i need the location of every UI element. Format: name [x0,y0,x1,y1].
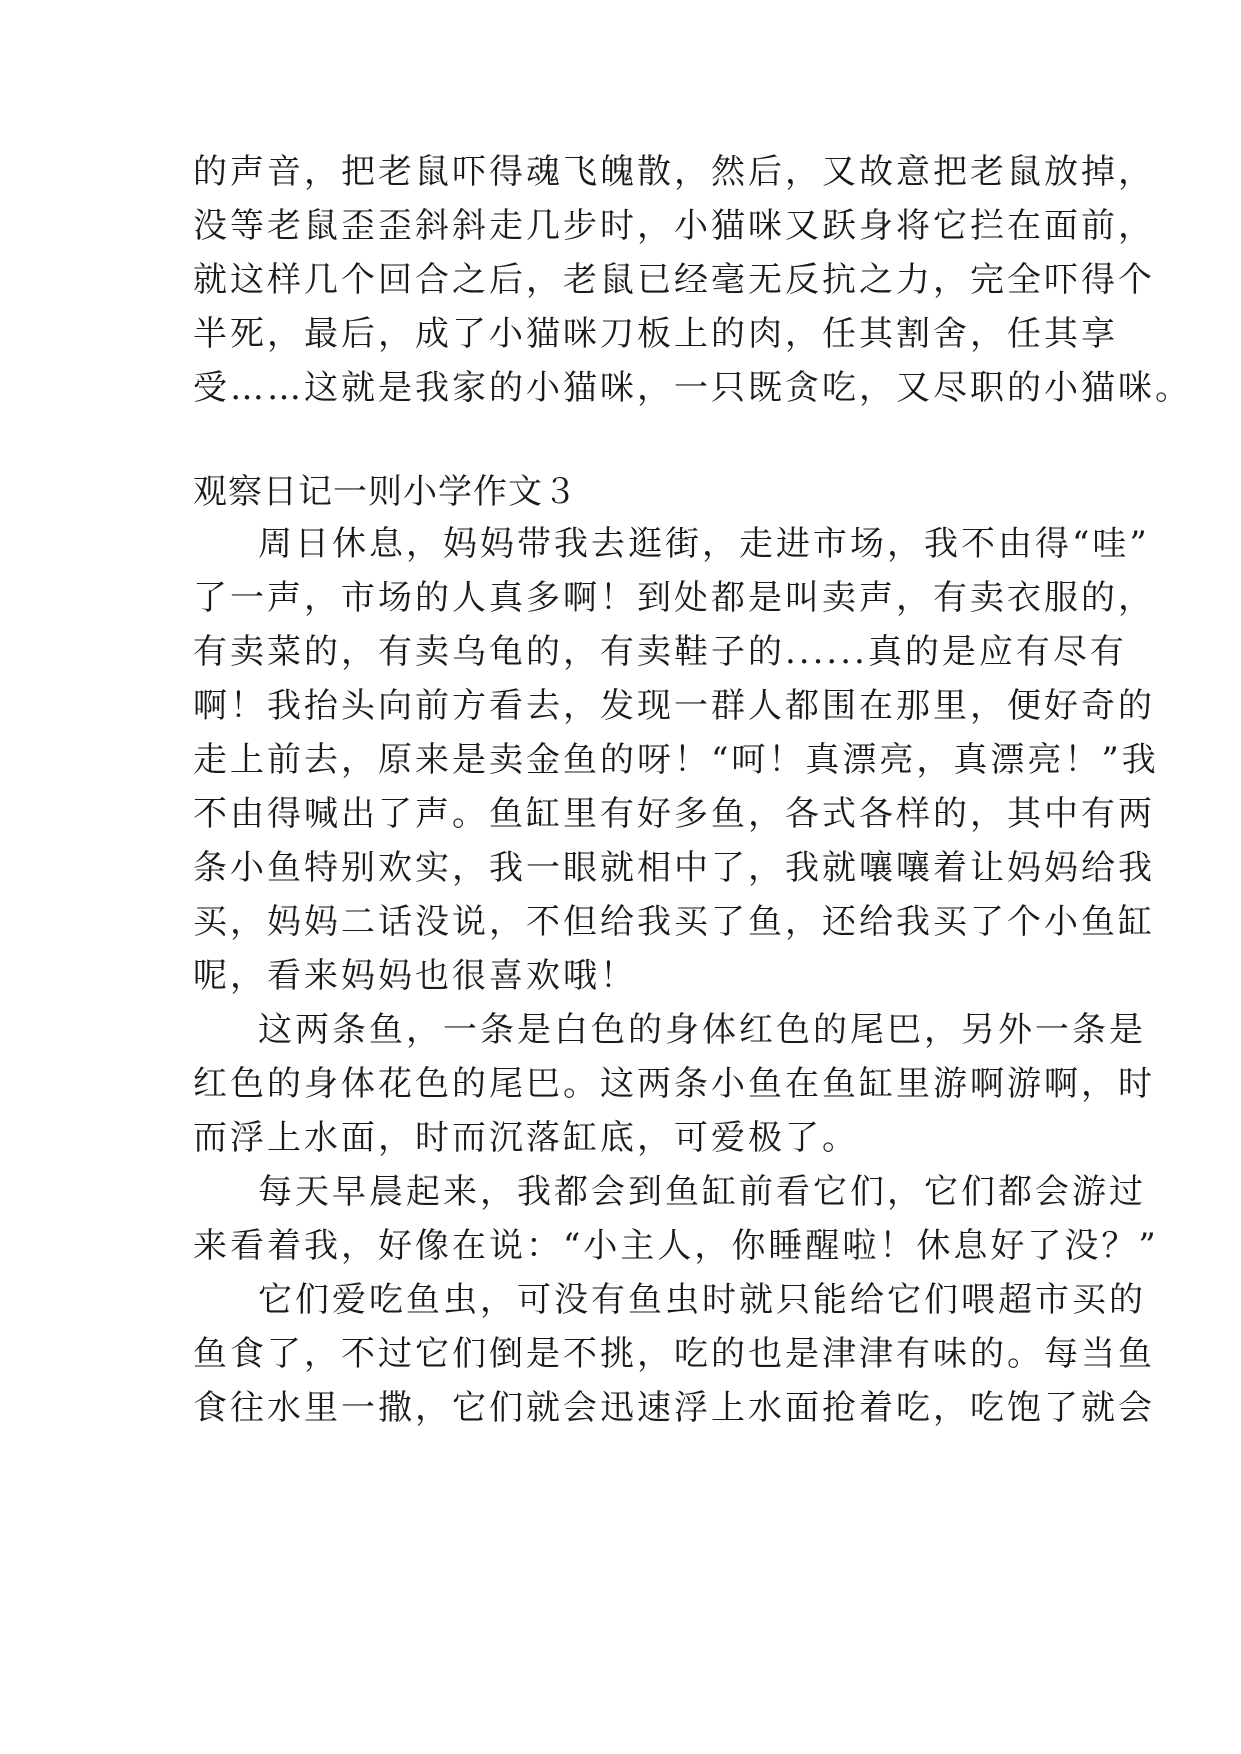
text-line: 来看着我，好像在说：“小主人，你睡醒啦！休息好了没？” [193,1226,1159,1266]
text-line: 食往水里一撒，它们就会迅速浮上水面抢着吃，吃饱了就会 [193,1388,1155,1428]
text-line: 而浮上水面，时而沉落缸底，可爱极了。 [193,1118,859,1158]
text-line: 了一声，市场的人真多啊！到处都是叫卖声，有卖衣服的， [193,578,1155,618]
text-line: 买，妈妈二话没说，不但给我买了鱼，还给我买了个小鱼缸 [193,902,1155,942]
text-line: 周日休息，妈妈带我去逛街，走进市场，我不由得“哇” [258,524,1150,564]
text-line: 有卖菜的，有卖乌龟的，有卖鞋子的......真的是应有尽有 [193,632,1127,672]
text-line: 条小鱼特别欢实，我一眼就相中了，我就嚷嚷着让妈妈给我 [193,848,1155,888]
text-line: 鱼食了，不过它们倒是不挑，吃的也是津津有味的。每当鱼 [193,1334,1155,1374]
text-line: 不由得喊出了声。鱼缸里有好多鱼，各式各样的，其中有两 [193,794,1155,834]
text-line: 走上前去，原来是卖金鱼的呀！“呵！真漂亮，真漂亮！”我 [193,740,1159,780]
text-line: 受……这就是我家的小猫咪，一只既贪吃，又尽职的小猫咪。 [193,368,1192,408]
section-heading: 观察日记一则小学作文３ [193,472,578,512]
text-line: 呢，看来妈妈也很喜欢哦！ [193,956,637,996]
text-line: 这两条鱼，一条是白色的身体红色的尾巴，另外一条是 [258,1010,1146,1050]
text-line: 就这样几个回合之后，老鼠已经毫无反抗之力，完全吓得个 [193,260,1155,300]
text-line: 的声音，把老鼠吓得魂飞魄散，然后，又故意把老鼠放掉， [193,152,1155,192]
text-line: 没等老鼠歪歪斜斜走几步时，小猫咪又跃身将它拦在面前， [193,206,1155,246]
text-line: 它们爱吃鱼虫，可没有鱼虫时就只能给它们喂超市买的 [258,1280,1146,1320]
text-line: 啊！我抬头向前方看去，发现一群人都围在那里，便好奇的 [193,686,1155,726]
text-line: 半死，最后，成了小猫咪刀板上的肉，任其割舍，任其享 [193,314,1118,354]
text-line: 每天早晨起来，我都会到鱼缸前看它们，它们都会游过 [258,1172,1146,1212]
text-line: 红色的身体花色的尾巴。这两条小鱼在鱼缸里游啊游啊，时 [193,1064,1155,1104]
